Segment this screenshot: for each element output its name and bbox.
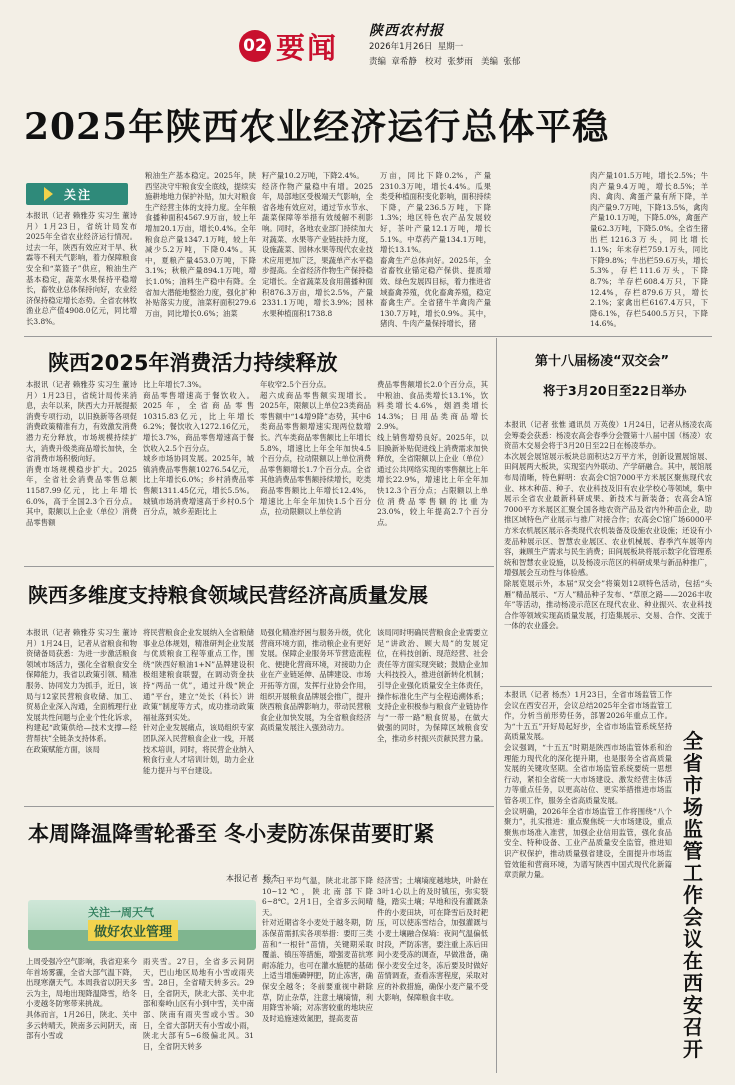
lead-column-4b [499, 171, 583, 331]
divider-2 [24, 566, 494, 567]
article3-column-4: 该局同时明确民营粮食企业需要立足“讲政治、顾大局”的发展定位，在科技创新、现范经营、社会责任等方面实现突破；鼓励企业加大科技投入，推进创新转化机制；引导企业强化质量安全主体责任，操作标准化生产与全程追溯体系；支持企业积极参与粮食产业链协作与“一带一路”粮食贸易，在做大做强的同时，为保障区域粮食安全，推动乡村振兴贡献民营力量。 [377, 628, 488, 743]
editors-credit: 责编 章希静 校对 张梦雨 美编 张郁 [369, 57, 521, 67]
sidebar1-headline-line-2: 将于3月20日至22日举办 [543, 383, 687, 398]
page-number: 02 [243, 36, 267, 56]
article4-column-3: 云。日平均气温，陕北北部下降10~12℃，陕北南部下降6~8℃。2月1日，全省多云间晴天。 针对近期省冬小麦处于越冬期，防冻保苗需抓实各项举措：要盯三类苗和“一根针”苗情，关键期采取覆盖、镇压等措施，增强麦苗抗寒耐冻能力，也可在灌水施肥的基础上适当增施磷钾肥，防止冻害，确保安全越冬；冬前要重视中耕除草，防止杂草，注意土壤墒情，利用降雪补墒；对冻害较重的地块应及时追施速效氮肥，提高麦苗 [262, 876, 373, 1023]
article2-column-3: 年收窄2.5个百分点。 超六成商品零售额实现增长。2025年，限额以上单位23类商品零售额中“14增9降”态势，其中6类商品零售额增速实现两位数增长。汽车类商品零售额比上年增长5.8%，增速比上年全年加快4.5个百分点，拉动限额以上单位消费品零售额增长1.7个百分点。全省其他消费品零售额持续增长，吃类商品零售额比上年增长12.4%，增速比上年全年加快1.5个百分点，拉动限额以上单位消 [260, 380, 371, 517]
article3-column-2: 将民营粮食企业发展纳入全省粮储事业总体规划，精准研判企业发展与优质粮食工程等重点工作，围绕“陕西好粮油1+N”品牌建设积极组建粮食联盟，在调动资金扶持“两品一优”，通过升级“陕企通”平台，建立“处长（科长）讲政策”制度等方式，成功推动政策福祉落到实处。 针对企业发展痛点，该局组织专家团队深入民营粮食企业一线，开展技术培训，同时，将民营企业纳入粮食行业人才培训计划，助力企业能力提升与平台建设。 [143, 628, 254, 775]
vertical-divider [496, 338, 497, 1073]
section-title: 要闻 [276, 31, 339, 65]
article4-column-1: 上周受强冷空气影响，我省迎来今年首场雾霾，全省大部气温下降，出现寒潮天气。本周我省以阴天多云为主，局地出现降温降雪，给冬小麦越冬防寒带来挑战。 具体而言，1月26日，陕北、关中多云转晴天，陕南多云间阴天，南部有小雪或 [26, 957, 137, 1041]
weather-banner [28, 900, 256, 950]
page-number-badge [239, 30, 271, 62]
tag-arrow-icon [44, 187, 53, 201]
article2-column-2: 比上年增长7.3%。 商品零售增速高于餐饮收入。2025年，全省商品零售10315.83亿元，比上年增长6.2%；餐饮收入1272.16亿元，增长3.7%，商品零售增速高于餐饮收入2.5个百分点。 城乡市场协同发展。2025年，城镇消费品零售额10276.54亿元，比上年增长6.0%；乡村消费品零售额1311.45亿元，增长5.5%。城镇市场消费增速高于乡村0.5个百分点，城乡差距比上 [143, 380, 254, 517]
article2-column-4: 费品零售额增长2.0个百分点，其中粮油、食品类增长13.1%，饮料类增长4.6%，烟酒类增长14.3%；日用品类商品增长2.9%。 线上销售增势良好。2025年，以旧换新补贴促进线上消费需求加快释放，全省限额以上企业（单位）通过公共网络实现的零售额比上年增长22.9%，增速比上年全年加快12.3个百分点；占限额以上单位消费品零售额的比重为23.0%，较上年提高2.7个百分点。 [377, 380, 488, 527]
paper-name: 陕西农村报 [369, 23, 444, 39]
article2-column-1: 本报讯（记者 赖雅芬 实习生 董诗月）1月23日，省统计局传来消息，去年以来，陕西大力开展提振消费专项行动，以旧换新等各项促消费政策精准有力，有效激发消费潜力充分释放，市场规模持续扩大，消费升级类商品增长加快，全省消费市场积极向好。 消费市场规模稳步扩大。2025年，全省社会消费品零售总额11587.99亿元，比上年增长6.0%，高于全国2.3个百分点。其中，限额以上企业（单位）消费品零售额 [26, 380, 137, 527]
banner-line-1: 关注一周天气 [88, 906, 154, 919]
divider-1 [24, 336, 712, 337]
lead-column-5: 肉产量101.5万吨，增长2.5%；牛肉产量9.4万吨，增长8.5%；羊肉、禽肉、禽蛋产量有所下降，羊肉产量9.7万吨，下降13.5%，禽肉产量10.1万吨，下降5.0%，禽蛋产量62.3万吨，下降5.0%。全省生猪出栏1216.3万头，同比增长1.1%；年末存栏759.1万头，同比下降9.8%；牛出栏59.6万头，增长5.3%，存栏111.6万头，下降8.7%；羊存栏608.4万只，下降12.4%，存栏879.6万只，增长2.1%；家禽出栏6167.4万只，下降6.1%，存栏5400.5万只，下降14.6%。 [590, 171, 708, 329]
tag-label: 关注 [64, 188, 93, 202]
article3-headline: 陕西多维度支持粮食领域民营经济高质量发展 [28, 583, 428, 607]
issue-date: 2026年1月26日 星期一 [369, 42, 464, 52]
tag-box [26, 183, 128, 205]
article4-column-4: 经济雪；土壤墒度越地块，叶龄在3叶1心以上的及时镇压，弥实裂缝，踏实土壤；早地和没有灌溉条件的小麦田块，可在降雪后及时耙压，可以使冻雪结合，加强灌溉与小麦土壤融合保墒：夜间气温偏低时段，严防冻害，要注重上冻后田间小麦受冻的调查，早做准备，确保小麦安全过冬，冻后要及时做好苗情调查，查看冻害程度，采取对应的补救措施，确保小麦产量不受大影响，保障粮食丰收。 [377, 876, 488, 1002]
article4-byline: 本报记者 杨杰 [226, 874, 280, 883]
banner-line-2: 做好农业管理 [88, 920, 178, 941]
lead-column-2: 粮油生产基本稳定。2025年，陕西坚决守牢粮食安全底线，提续实施耕地地力保护补贴，加大对粮食生产经营主体的支持力度。全年粮食播种面积4567.9万亩，较上年增加20.1万亩，增长0.4%。全年粮食总产量1347.1万吨，较上年减少5.2万吨，下降0.4%。其中，夏粮产量453.0万吨，下降3.1%；秋粮产量894.1万吨，增长1.0%；油料生产稳中有降。全省加大潜能地整治力度，强化扩种补贴落实力度，油菜籽面积279.6万亩，同比增长0.6%；油菜 [145, 171, 256, 318]
lead-column-3: 籽产量10.2万吨，下降2.4%。 经济作物产量稳中有增。2025年，局部地区受极端天气影响，全省各地有效应对，通过节水节水、蔬菜保障等举措有效缓解不利影响。同时，各地农业部门持续加大对蔬菜、水果等产业链扶持力度，设施蔬菜、园林水果等现代农业技术应用更加广泛，果蔬单产水平稳步提高。全省经济作物生产保持稳定增长。全省蔬菜及食用菌播种面积876.3万亩，增长2.5%，产量2331.1万吨，增长3.9%；园林水果种植面积1738.8 [262, 171, 373, 318]
article4-headline: 本周降温降雪轮番至 冬小麦防冻保苗要盯紧 [28, 821, 435, 846]
article3-column-3: 局强化精准纾困与服务升级，优化营商环境方面，推动粮企业有更好发展。保障企业服务环节营造流程化、便捷化营商环境，对接助力企业在产业链延伸、品牌建设、市场开拓等方面，发挥行业协会作用，组织开展粮食品牌展会推广，提升陕西粮食品牌影响力，带动民营粮食企业加快发展，为全省粮食经济高质量发展注入强劲动力。 [260, 628, 371, 733]
article4-column-2: 雨夹雪。27日，全省多云间阴天，巴山地区局地有小雪或雨夹雪。28日，全省晴天转多云。29日，全省阴天，陕北大部、关中北部和秦岭山区有小到中雪，关中南部、陕南有雨夹雪或小雪。30日，全省大部阴天有小雪或小雨，陕北大部有5~6级偏北风。31日，全省阴天转多 [143, 957, 254, 1051]
article2-headline: 陕西2025年消费活力持续释放 [48, 351, 338, 375]
sidebar1-headline-line-1: 第十八届杨凌“双交会” [535, 354, 670, 369]
lead-headline: 2025年陕西农业经济运行总体平稳 [24, 106, 610, 148]
sidebar1-body: 本报讯（记者 张惟 通讯员 万英俊）1月24日，记者从杨凌农高会筹委会获悉：杨凌农高会春季分会暨第十八届中国（杨凌）农资苗木交易会将于3月20日至22日在杨凌举办。 本次展会展馆展示板块总面积达2万平方米，创新设置展馆展、田间展两大板块，实现室内外联动、产学研融合。其中，展馆展布局清晰，特色鲜明：农高会C馆7000平方米展区聚焦现代农业、林木种苗、种子、农业科技及旧有农业学校心等领域，集中展示全省农业最新科研成果、新技术与新装备；农高会A馆7000平方米展区汇聚全国各地农资产品及省内外种苗企业，助推区域特色产业展示与推广对接合作；农高会C馆广场6000平方米农机展区展示各类现代农机装备及设施农业设施；还设有小麦品种展示区、智慧农业展区、农业机械展、春季汽车展等内容，兼顾生产需求与民生消费；田间展板块将展示数字化管理系统和智慧农业设施，以及杨凌示范区的科研成果与新品种推广，增强展会互动性与体验感。 除展览展示外，本届“双交会”将策划12项特色活动，包括“头雁”精品展示、“万人”精品种子发布、“草原之路——2026丰收年”等活动，推动杨凌示范区在现代农业、种业振兴、农业科技合作等领域实现高质量发展，打造集展示、交易、合作、交流于一体的农业盛会。 [504, 420, 712, 631]
divider-3 [24, 806, 494, 807]
article3-column-1: 本报讯（记者 赖雅芬 实习生 董诗月）1月24日，记者从省粮食和物资储备局获悉：为进一步激活粮食领域市场活力，强化全省粮食安全保障能力，我省以政策引领、精准服务、协同发力为抓手，近日，该局与12家民营粮食收储、加工、贸易企业深入沟通，全面梳理行业发展共性问题与企业个性化诉求，构建起“政策供给—技术支撑—经营帮扶”全链条支持体系。 在政策赋能方面，该局 [26, 628, 137, 754]
sidebar2-body: 本报讯（记者 杨杰）1月23日，全省市场监管工作会议在西安召开，会议总结2025年全省市场监管工作，分析当前形势任务，部署2026年重点工作。为“十五五”开好局起好步，全省市场监管系统坚持高质量发展。 会议强调，“十五五”时期是陕西市场监管体系和治理能力现代化的深化提升期，也是服务全省高质量发展的关键攻坚期。全省市场监管系统要统一思想行动，紧扣全省统一大市场建设、激发经营主体活力等重点任务，以更高站位、更实举措推进市场监管各项工作，服务全省高质量发展。 会议明确，2026年全省市场监管工作将围绕“八个聚力”，扎实推进：重点聚焦统一大市场建设，重点聚焦市场准入准营，加强企业信用监管，强化食品安全、特种设备、工业产品质量安全监管，推进知识产权保护，推动质量强省建设，全面提升市场监管效能和营商环境，为谱写陕西中国式现代化新篇章贡献力量。 [504, 690, 672, 880]
sidebar2-vertical-headline: 全省市场监管工作会议在西安召开 [683, 729, 703, 1061]
lead-column-1: 本报讯（记者 赖雅芬 实习生 董诗月）1月23日，省统计局发布2025年全省农业经济运行情况。过去一年，陕西有效应对干旱、秋霖等不利天气影响，着力保障粮食安全和“菜篮子”供应，粮油生产基本稳定，蔬菜水果保持平稳增长，畜牧业总体保持向好，农业经济保持稳定增长态势。全省农林牧渔业总产值4908.0亿元，同比增长3.8%。 [26, 211, 137, 326]
divider-sidebar [500, 686, 712, 687]
lead-column-4: 万亩，同比下降0.2%，产量2310.3万吨，增长4.4%。瓜果类受种植面积变化影响，面积持续下降，产量236.5万吨，下降1.3%；地区特色农产品发展较好，茶叶产量12.1万吨，增长5.1%。中草药产量134.1万吨，增长13.1%。 畜禽生产总体向好。2025年，全省畜牧业锚定稳产保供、提质增效、绿色发展四目标，着力推进省域畜禽养殖，优化畜禽养殖，稳定畜禽生产。全省猪牛羊禽肉产量130.7万吨，增长0.9%。其中，猪肉、牛肉产量保持增长，猪 [380, 171, 491, 329]
